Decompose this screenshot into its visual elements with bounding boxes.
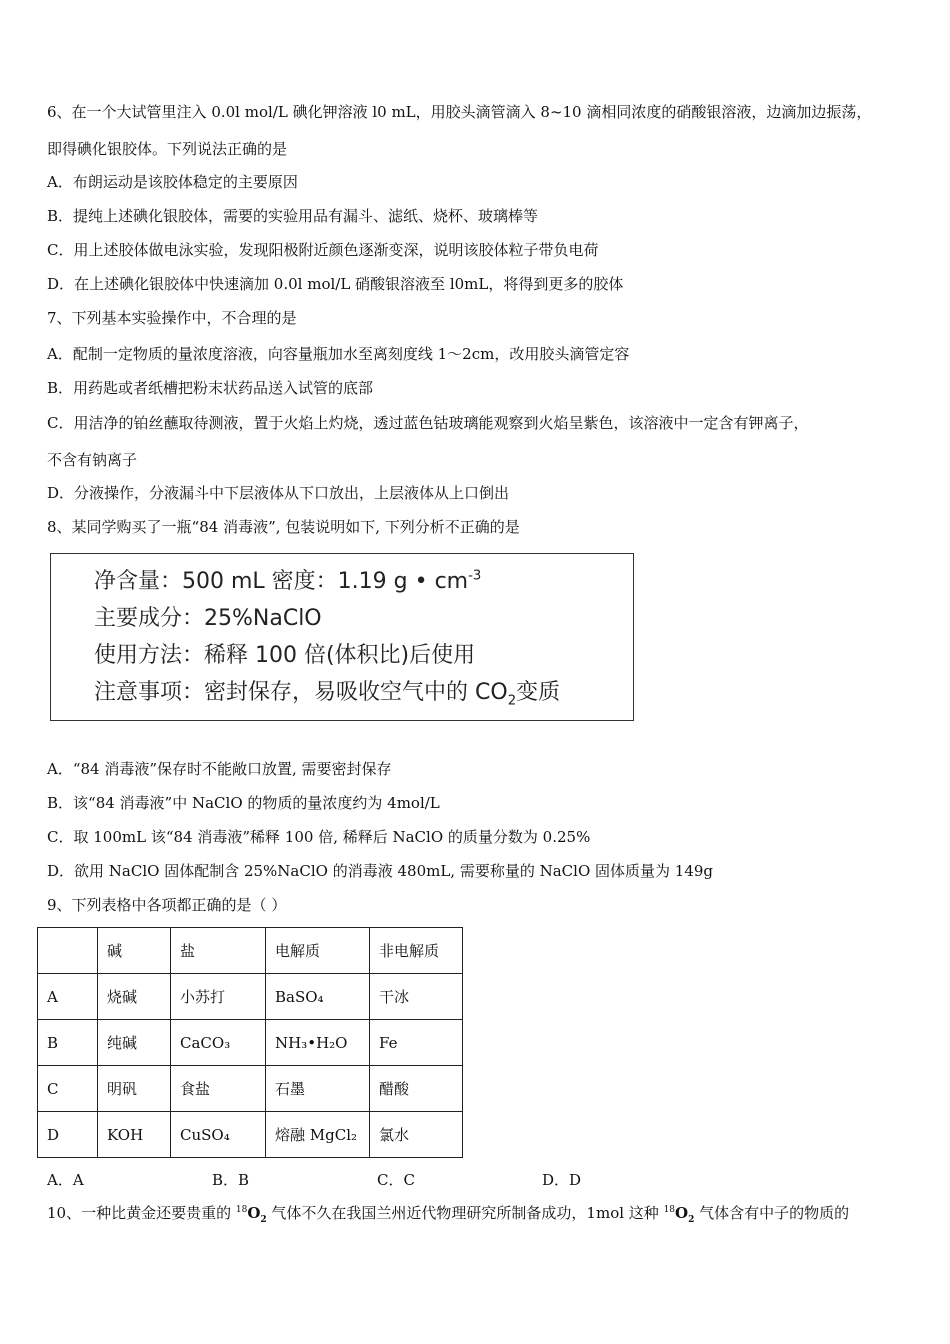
table-header-cell: 碱: [98, 928, 171, 974]
q6-stem-line1: 6、在一个大试管里注入 0.0l mol/L 碘化钾溶液 l0 mL，用胶头滴管滴入 8~10 滴相同浓度的硝酸银溶液，边滴加边振荡，: [47, 103, 872, 121]
q6-option-a: A．布朗运动是该胶体稳定的主要原因: [47, 173, 298, 191]
q6-option-c: C．用上述胶体做电泳实验，发现阳极附近颜色逐渐变深，说明该胶体粒子带负电荷: [47, 241, 599, 259]
q8-option-a: A．“84 消毒液”保存时不能敞口放置, 需要密封保存: [47, 760, 392, 778]
q9-answer-d: D．D: [542, 1171, 582, 1189]
table-cell: B: [38, 1020, 98, 1066]
table-cell: C: [38, 1066, 98, 1112]
q9-answer-a: A．A: [47, 1171, 84, 1189]
table-cell: 食盐: [171, 1066, 266, 1112]
product-label-box: [50, 553, 634, 721]
q7-option-a: A．配制一定物质的量浓度溶液，向容量瓶加水至离刻度线 1～2cm，改用胶头滴管定容: [47, 345, 630, 363]
q6-option-b: B．提纯上述碘化银胶体，需要的实验用品有漏斗、滤纸、烧杯、玻璃棒等: [47, 207, 539, 225]
q7-option-c-line2: 不含有钠离子: [47, 451, 138, 469]
table-cell: BaSO₄: [266, 974, 370, 1020]
table-cell: 醋酸: [370, 1066, 463, 1112]
table-cell: 纯碱: [98, 1020, 171, 1066]
table-cell: 石墨: [266, 1066, 370, 1112]
table-header-cell: 非电解质: [370, 928, 463, 974]
table-cell: A: [38, 974, 98, 1020]
table-row: [38, 974, 463, 1020]
table-header-cell: 电解质: [266, 928, 370, 974]
table-row: [38, 1020, 463, 1066]
q7-option-d: D．分液操作，分液漏斗中下层液体从下口放出，上层液体从上口倒出: [47, 484, 510, 502]
label-ingredient: 主要成分：25%NaClO: [94, 606, 322, 631]
q7-option-b: B．用药匙或者纸槽把粉末状药品送入试管的底部: [47, 379, 374, 397]
table-cell: 明矾: [98, 1066, 171, 1112]
table-cell: 烧碱: [98, 974, 171, 1020]
label-caution: 注意事项：密封保存，易吸收空气中的 $CO_2$变质: [94, 680, 561, 709]
table-cell: D: [38, 1112, 98, 1158]
q7-stem: 7、下列基本实验操作中，不合理的是: [47, 309, 297, 327]
q9-answer-b: B．B: [212, 1171, 250, 1189]
q10-stem: 10、一种比黄金还要贵重的 $^{18}O_2$ 气体不久在我国兰州近代物理研究所制备成功，1mol 这种 $^{18}O_2$ 气体含有中子的物质的: [47, 1204, 850, 1225]
table-cell: 小苏打: [171, 974, 266, 1020]
table-cell: NH₃•H₂O: [266, 1020, 370, 1066]
q8-option-d: D．欲用 NaClO 固体配制含 25%NaClO 的消毒液 480mL, 需要称量的 NaClO 固体质量为 149g: [47, 862, 714, 880]
label-volume-density: 净含量：500 mL 密度：1.19 g • $cm^{-3}$: [94, 568, 482, 594]
table-cell: 熔融 MgCl₂: [266, 1112, 370, 1158]
classification-table: [37, 927, 463, 1158]
q6-option-d: D．在上述碘化银胶体中快速滴加 0.0l mol/L 硝酸银溶液至 l0mL，将得到更多的胶体: [47, 275, 624, 293]
table-cell: Fe: [370, 1020, 463, 1066]
table-cell: 氯水: [370, 1112, 463, 1158]
table-cell: CuSO₄: [171, 1112, 266, 1158]
q6-stem-line2: 即得碘化银胶体。下列说法正确的是: [47, 140, 288, 158]
table-cell: CaCO₃: [171, 1020, 266, 1066]
table-header-cell: [38, 928, 98, 974]
q7-option-c-line1: C．用洁净的铂丝蘸取待测液，置于火焰上灼烧，透过蓝色钴玻璃能观察到火焰呈紫色，该溶液中一定含有钾离子，: [47, 414, 809, 432]
table-header-row: [38, 928, 463, 974]
table-cell: KOH: [98, 1112, 171, 1158]
table-row: [38, 1112, 463, 1158]
q8-stem: 8、某同学购买了一瓶“84 消毒液”, 包装说明如下, 下列分析不正确的是: [47, 518, 520, 536]
q8-option-c: C．取 100mL 该“84 消毒液”稀释 100 倍, 稀释后 NaClO 的质量分数为 0.25%: [47, 828, 591, 846]
label-usage: 使用方法：稀释 100 倍(体积比)后使用: [94, 643, 476, 668]
q9-answer-c: C．C: [377, 1171, 415, 1189]
table-cell: 干冰: [370, 974, 463, 1020]
q9-stem: 9、下列表格中各项都正确的是（ ）: [47, 896, 287, 914]
table-header-cell: 盐: [171, 928, 266, 974]
table-row: [38, 1066, 463, 1112]
q8-option-b: B．该“84 消毒液”中 NaClO 的物质的量浓度约为 4mol/L: [47, 794, 440, 812]
